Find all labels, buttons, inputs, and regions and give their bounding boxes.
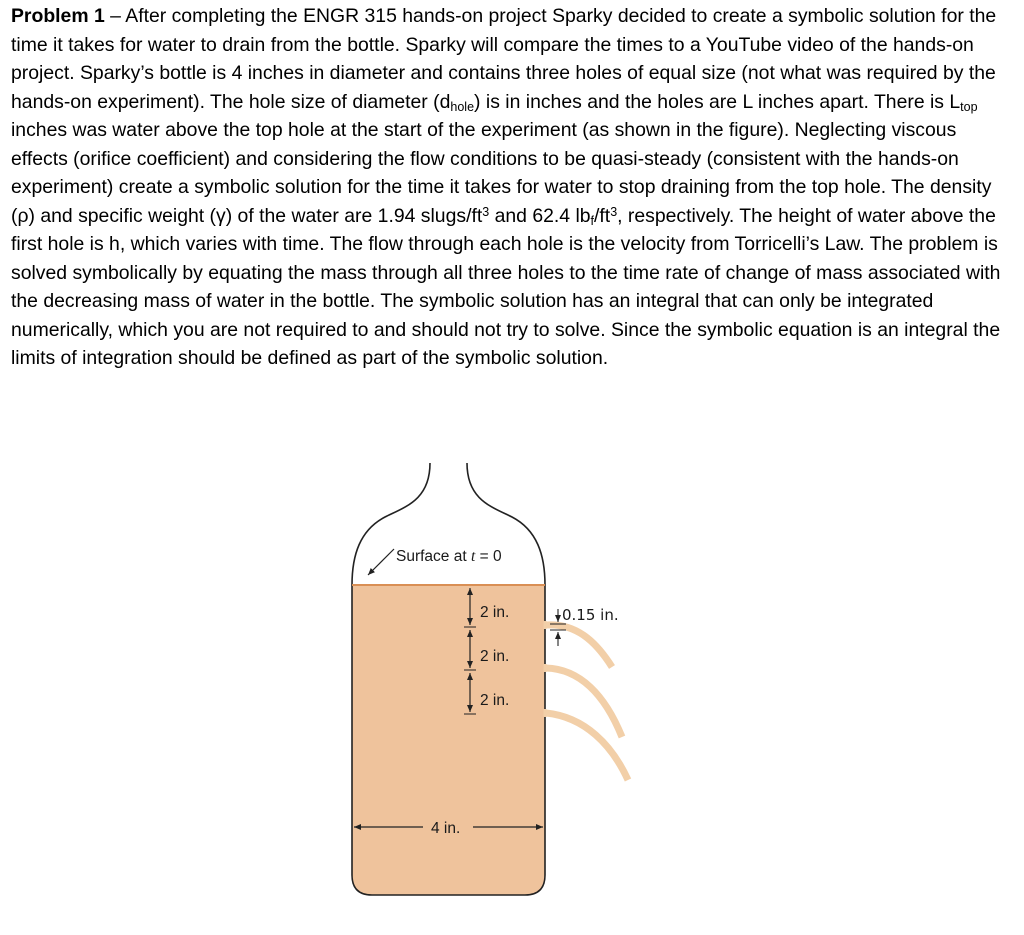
problem-statement — [11, 2, 1011, 373]
surface-leader-arrow — [368, 549, 394, 575]
water-jet-top — [546, 625, 612, 667]
surface-label-prefix: Surface at — [396, 548, 471, 565]
text-seg-1: After completing the ENGR 315 hands-on project Sparky decided to create a symbolic solution for the time it takes for water to drain from the bottle. Sparky will compare the times to a YouTube video of the hands-on project. Sparky’s bottle is 4 inches in diameter and contains three holes of equal size (not what was required by the hands-on experiment). The hole size of diameter (d — [11, 5, 997, 113]
surface-label — [396, 548, 502, 565]
sub-force: f — [590, 213, 595, 228]
bottle-diagram — [330, 455, 670, 925]
sub-top: top — [960, 99, 978, 114]
spacing-label-1: 2 in. — [480, 604, 510, 621]
surface-label-suffix: = 0 — [475, 548, 502, 565]
sup-cubed-a: 3 — [482, 204, 490, 219]
bottle-diameter-label: 4 in. — [431, 820, 461, 837]
sub-hole: hole — [450, 99, 475, 114]
bottle-figure — [330, 455, 670, 925]
hole-diameter-label: 0.15 in. — [562, 606, 619, 624]
spacing-label-2: 2 in. — [480, 648, 510, 665]
text-seg-4: and 62.4 lb — [489, 204, 591, 227]
sup-cubed-b: 3 — [610, 204, 618, 219]
water-body — [352, 585, 545, 895]
spacing-label-3: 2 in. — [480, 692, 510, 709]
text-seg-3: inches was water above the top hole at the start of the experiment (as shown in the figure). Neglecting viscous effects (orifice coefficient) and considering the flow conditions to be quasi-steady (consistent with the hands-on experiment) create a symbolic solution for the time it takes for water to stop draining from the top hole. The density (ρ) and specific weight (γ) of the water are 1.94 slugs/ft — [11, 119, 992, 227]
heading-dash: – — [104, 5, 126, 27]
text-seg-6: , respectively. The height of water above the first hole is h, which varies with time. The flow through each hole is the velocity from Torricelli’s Law. The problem is solved symbolically by equating the mass through all three holes to the time rate of change of mass associated with the decreasing mass of water in the bottle. The symbolic solution has an integral that can only be integrated numerically, which you are not required to and should not try to solve. Since the symbolic equation is an integral the limits of integration should be defined as part of the symbolic solution. — [11, 204, 1001, 369]
surface-label-var: t — [470, 548, 476, 565]
text-seg-5: /ft — [594, 204, 611, 227]
problem-heading: Problem 1 — [11, 5, 105, 27]
text-seg-2: ) is in inches and the holes are L inches apart. There is L — [474, 90, 961, 113]
